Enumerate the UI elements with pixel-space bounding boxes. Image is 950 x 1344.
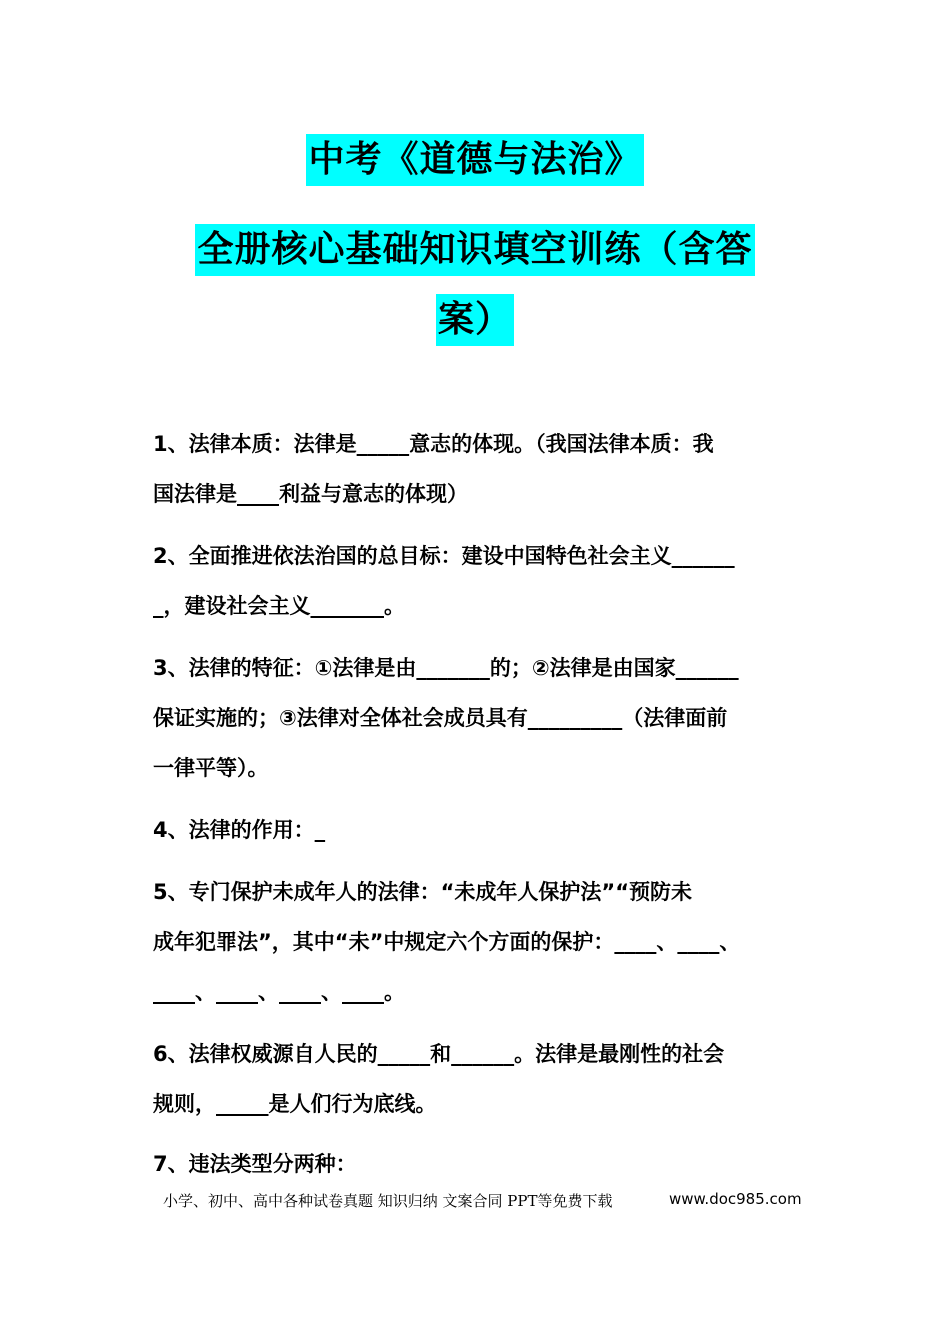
title-line-3 bbox=[0, 294, 950, 346]
question-1-line-2: 国法律是____利益与意志的体现） bbox=[153, 482, 468, 506]
question-7-line-1: 7、违法类型分两种： bbox=[153, 1152, 357, 1176]
title-text-1: 中考《道德与法治》 bbox=[306, 134, 643, 186]
footer-link[interactable]: www.doc985.com bbox=[669, 1190, 802, 1208]
question-4-line-1: 4、法律的作用：_ bbox=[153, 818, 326, 842]
question-6-line-1: 6、法律权威源自人民的_____和______。法律是最刚性的社会 bbox=[153, 1042, 725, 1066]
title-line-2 bbox=[0, 224, 950, 276]
title-line-1 bbox=[0, 134, 950, 186]
question-5-line-2: 成年犯罪法”，其中“未”中规定六个方面的保护：____、____、 bbox=[153, 930, 741, 954]
question-1-line-1: 1、法律本质：法律是_____意志的体现。（我国法律本质：我 bbox=[153, 432, 714, 456]
question-2-line-2: _，建设社会主义_______。 bbox=[153, 594, 405, 618]
question-3-line-2: 保证实施的；③法律对全体社会成员具有_________（法律面前 bbox=[153, 706, 728, 730]
question-3-line-3: 一律平等）。 bbox=[153, 756, 269, 780]
title-text-3: 案） bbox=[436, 294, 514, 346]
question-6-line-2: 规则，_____是人们行为底线。 bbox=[153, 1092, 437, 1116]
question-2-line-1: 2、全面推进依法治国的总目标：建设中国特色社会主义______ bbox=[153, 544, 735, 568]
title-text-2: 全册核心基础知识填空训练（含答 bbox=[195, 224, 754, 276]
question-5-line-3: ____、____、____、____。 bbox=[153, 980, 405, 1004]
question-3-line-1: 3、法律的特征：①法律是由_______的；②法律是由国家______ bbox=[153, 656, 739, 680]
footer-text: 小学、初中、高中各种试卷真题 知识归纳 文案合同 PPT等免费下载 bbox=[163, 1192, 613, 1210]
question-5-line-1: 5、专门保护未成年人的法律：“未成年人保护法”“预防未 bbox=[153, 880, 693, 904]
